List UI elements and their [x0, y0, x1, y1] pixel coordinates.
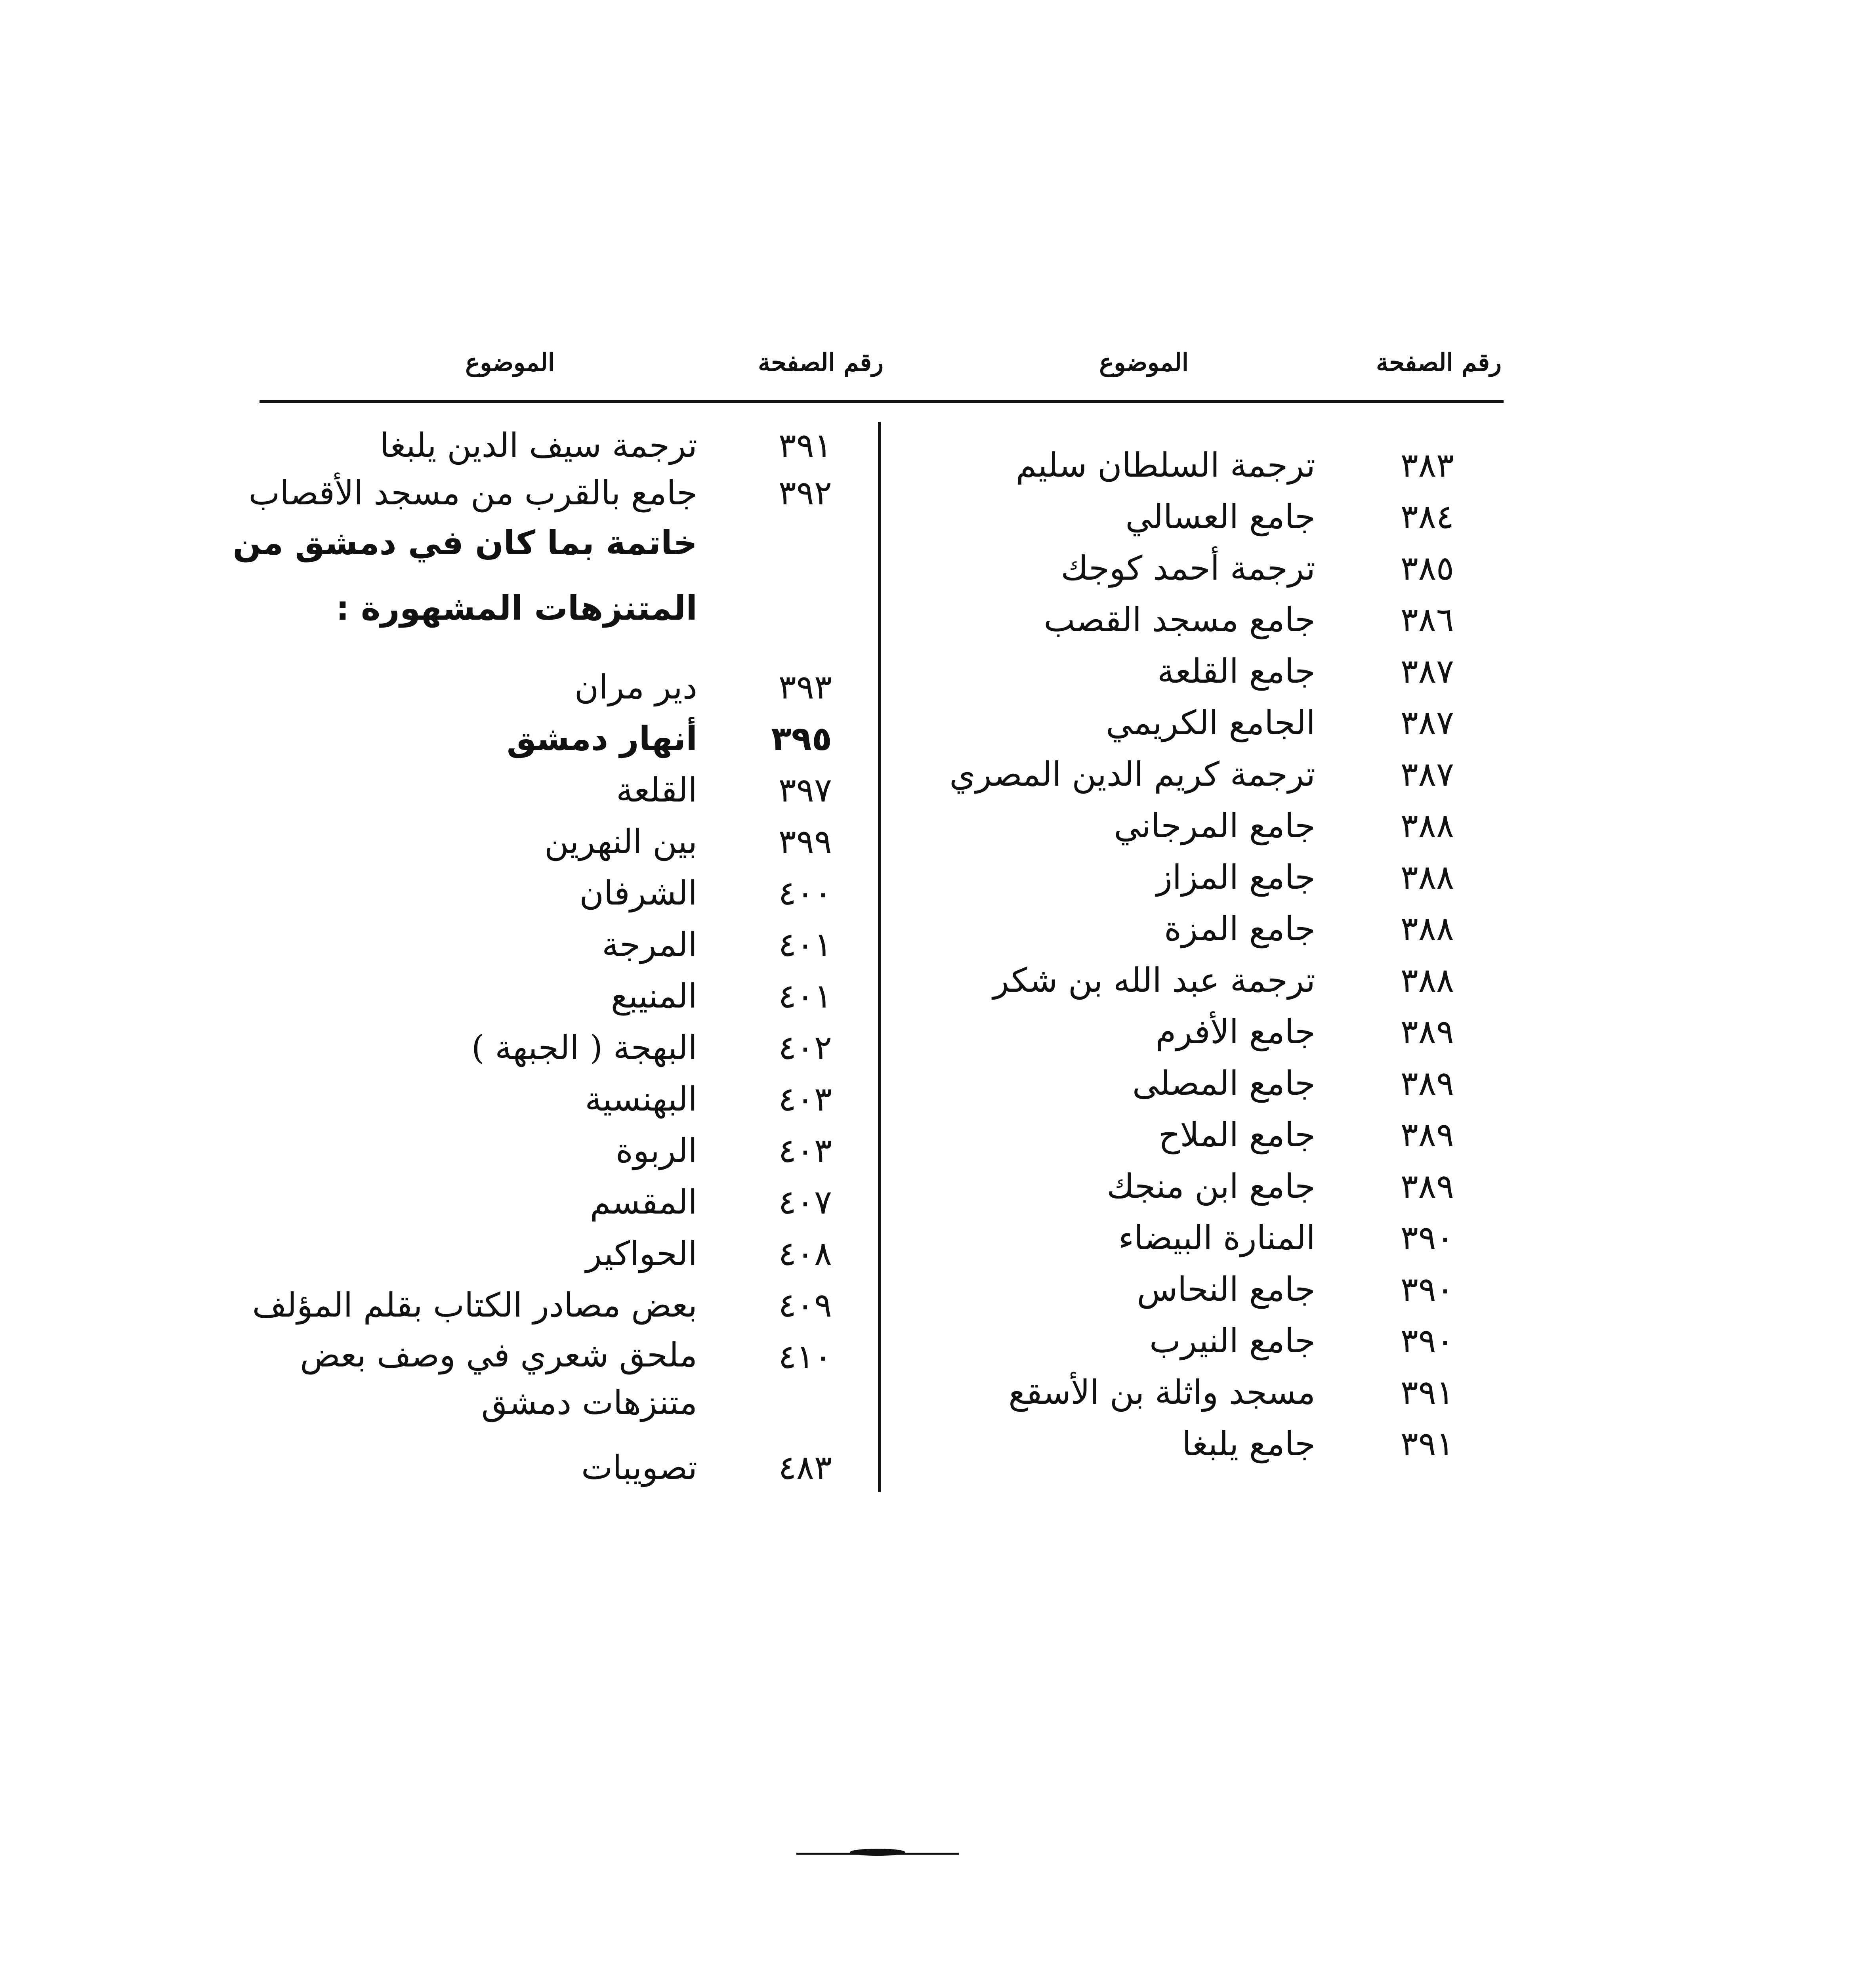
index-entry: ٣٩٣ دير مران	[574, 668, 832, 706]
index-entry: ٣٨٨ جامع المزاز	[1156, 858, 1454, 897]
index-entry: ٣٨٤ جامع العسالي	[1125, 497, 1454, 536]
index-entry: ٣٩٧ القلعة	[616, 771, 832, 809]
index-entry: ٤٨٣ تصويبات	[581, 1448, 832, 1487]
conclusion-heading-line-2: المتنزهات المشهورة :	[336, 589, 697, 628]
index-entry: ٣٨٩ جامع الملاح	[1158, 1115, 1454, 1154]
header-rule	[260, 400, 1504, 403]
index-entry: ٤٠٣ البهنسية	[585, 1080, 832, 1118]
index-entry: ٣٨٨ ترجمة عبد الله بن شكر	[993, 961, 1454, 1000]
index-entry: ٣٨٨ جامع المزة	[1164, 909, 1454, 948]
index-entry: ٤٠٩ بعض مصادر الكتاب بقلم المؤلف	[252, 1286, 832, 1324]
index-entry: ٣٨٧ جامع القلعة	[1157, 652, 1454, 691]
index-entry: ٣٨٩ جامع الأفرم	[1155, 1012, 1454, 1051]
index-entry: ٣٨٩ جامع ابن منجك	[1107, 1167, 1454, 1206]
left-header-page-number: رقم الصفحة	[758, 348, 884, 377]
index-entry: ٣٩٠ المنارة البيضاء	[1118, 1218, 1454, 1257]
conclusion-heading-line-1: خاتمة بما كان في دمشق من	[233, 523, 697, 562]
right-header-topic: الموضوع	[1099, 348, 1189, 377]
index-entry: ٣٨٦ جامع مسجد القصب	[1044, 600, 1454, 639]
index-entry: ٤٠٧ المقسم	[590, 1183, 832, 1221]
left-header-topic: الموضوع	[465, 348, 555, 377]
end-ornament	[796, 1848, 959, 1858]
index-entry: ٣٩٠ جامع النحاس	[1137, 1270, 1454, 1309]
index-entry: ٣٩٠ جامع النيرب	[1149, 1321, 1454, 1360]
index-entry: ٣٩١ جامع يلبغا	[1182, 1424, 1454, 1463]
index-entry: ٣٩١ ترجمة سيف الدين يلبغا	[380, 426, 832, 465]
right-column	[911, 420, 1454, 1490]
index-entry: ٣٨٧ ترجمة كريم الدين المصري	[949, 755, 1454, 794]
index-entry: ٤٠٨ الحواكير	[586, 1234, 832, 1273]
index-entry: ٣٨٨ جامع المرجاني	[1114, 806, 1454, 845]
index-entry: ٣٩٩ بين النهرين	[544, 822, 832, 861]
index-entry: ٣٨٩ جامع المصلى	[1132, 1064, 1454, 1103]
index-entry: ٣٨٧ الجامع الكريمي	[1106, 703, 1454, 742]
index-entry: ٤١٠ ملحق شعري في وصف بعض متنزهات دمشق	[300, 1336, 832, 1422]
index-entry: ٤٠١ المرجة	[602, 925, 832, 964]
index-entry: ٣٨٣ ترجمة السلطان سليم	[1016, 446, 1454, 485]
right-header-page-number: رقم الصفحة	[1376, 348, 1502, 377]
index-entry: ٣٩٥ أنهار دمشق	[506, 719, 832, 758]
left-column	[233, 420, 832, 1498]
index-entry: ٣٩٢ جامع بالقرب من مسجد الأقصاب	[248, 473, 832, 512]
index-entry: ٤٠٣ الربوة	[615, 1131, 832, 1170]
index-entry: ٣٨٥ ترجمة أحمد كوجك	[1061, 549, 1454, 588]
column-divider	[878, 422, 881, 1492]
index-entry: ٤٠١ المنيبع	[611, 977, 832, 1015]
index-entry: ٤٠٠ الشرفان	[579, 874, 832, 912]
index-entry: ٤٠٢ البهجة ( الجبهة )	[471, 1028, 832, 1067]
index-entry: ٣٩١ مسجد واثلة بن الأسقع	[1008, 1373, 1454, 1412]
